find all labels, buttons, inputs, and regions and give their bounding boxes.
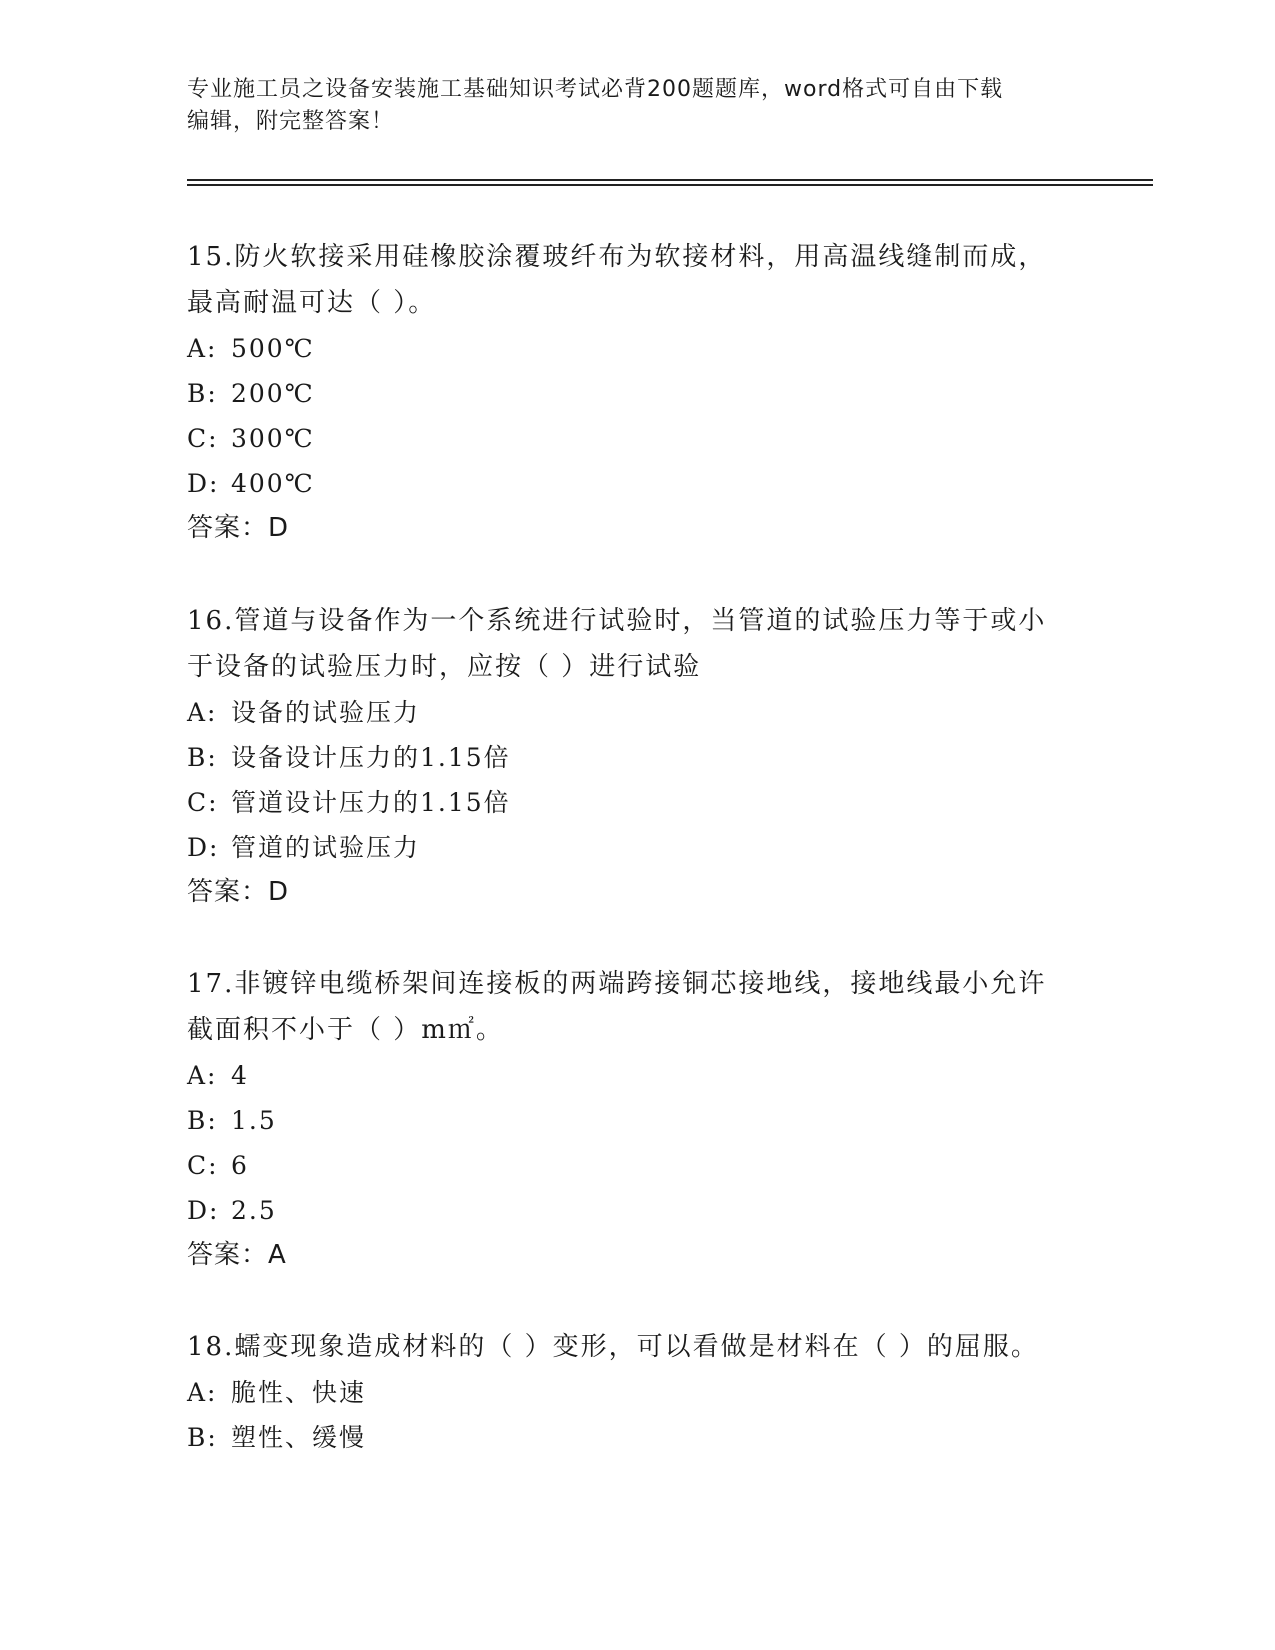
option-text: 设备设计压力的1.15倍: [231, 743, 511, 772]
option-text: 管道的试验压力: [231, 833, 421, 862]
header-divider-bottom: [187, 184, 1153, 186]
option-label: A:: [187, 698, 218, 727]
option-d: [187, 461, 1087, 506]
header-line-2: 编辑，附完整答案！: [187, 109, 395, 134]
option-a: [187, 690, 1087, 735]
option-c: [187, 416, 1087, 461]
header-divider-top: [187, 179, 1153, 181]
question-15: [187, 234, 1087, 551]
option-d: [187, 825, 1087, 870]
option-a: [187, 326, 1087, 371]
option-d: [187, 1188, 1087, 1233]
question-17: [187, 961, 1087, 1278]
option-text: 塑性、缓慢: [231, 1423, 367, 1452]
option-b: [187, 1415, 1087, 1460]
question-18: [187, 1324, 1087, 1460]
option-label: B:: [187, 1106, 218, 1135]
option-label: D:: [187, 833, 220, 862]
option-label: C:: [187, 1151, 219, 1180]
option-text: 400℃: [231, 469, 315, 498]
option-c: [187, 1143, 1087, 1188]
option-text: 设备的试验压力: [231, 698, 421, 727]
option-text: 300℃: [231, 424, 315, 453]
option-b: [187, 1098, 1087, 1143]
document-header: [187, 74, 1087, 138]
option-b: [187, 371, 1087, 416]
option-text: 2.5: [231, 1196, 277, 1225]
question-stem-line: 17.非镀锌电缆桥架间连接板的两端跨接铜芯接地线，接地线最小允许: [187, 969, 1047, 999]
question-16: [187, 598, 1087, 915]
option-b: [187, 735, 1087, 780]
option-label: D:: [187, 469, 220, 498]
question-stem-line: 15.防火软接采用硅橡胶涂覆玻纤布为软接材料，用高温线缝制而成，: [187, 242, 1047, 272]
question-stem-line: 于设备的试验压力时，应按（ ）进行试验: [187, 652, 702, 682]
option-a: [187, 1370, 1087, 1415]
answer-line: 答案：A: [187, 1240, 287, 1270]
option-label: D:: [187, 1196, 220, 1225]
option-label: B:: [187, 379, 218, 408]
option-text: 1.5: [231, 1106, 277, 1135]
option-text: 管道设计压力的1.15倍: [231, 788, 511, 817]
option-label: C:: [187, 788, 219, 817]
option-text: 脆性、快速: [231, 1378, 367, 1407]
question-stem-line: 最高耐温可达（ ）。: [187, 288, 437, 318]
option-text: 500℃: [231, 334, 315, 363]
option-label: C:: [187, 424, 219, 453]
answer-line: 答案：D: [187, 877, 290, 907]
question-stem-line: 16.管道与设备作为一个系统进行试验时，当管道的试验压力等于或小: [187, 606, 1047, 636]
option-c: [187, 780, 1087, 825]
question-stem-line: 18.蠕变现象造成材料的（ ）变形，可以看做是材料在（ ）的屈服。: [187, 1332, 1039, 1362]
option-a: [187, 1053, 1087, 1098]
option-label: B:: [187, 1423, 218, 1452]
option-text: 6: [231, 1151, 249, 1180]
option-label: B:: [187, 743, 218, 772]
header-line-1: 专业施工员之设备安装施工基础知识考试必背200题题库，word格式可自由下载: [187, 77, 1004, 102]
option-label: A:: [187, 334, 218, 363]
option-label: A:: [187, 1378, 218, 1407]
option-label: A:: [187, 1061, 218, 1090]
option-text: 4: [231, 1061, 249, 1090]
question-stem-line: 截面积不小于（ ）m㎡。: [187, 1015, 504, 1045]
answer-line: 答案：D: [187, 513, 290, 543]
option-text: 200℃: [231, 379, 315, 408]
